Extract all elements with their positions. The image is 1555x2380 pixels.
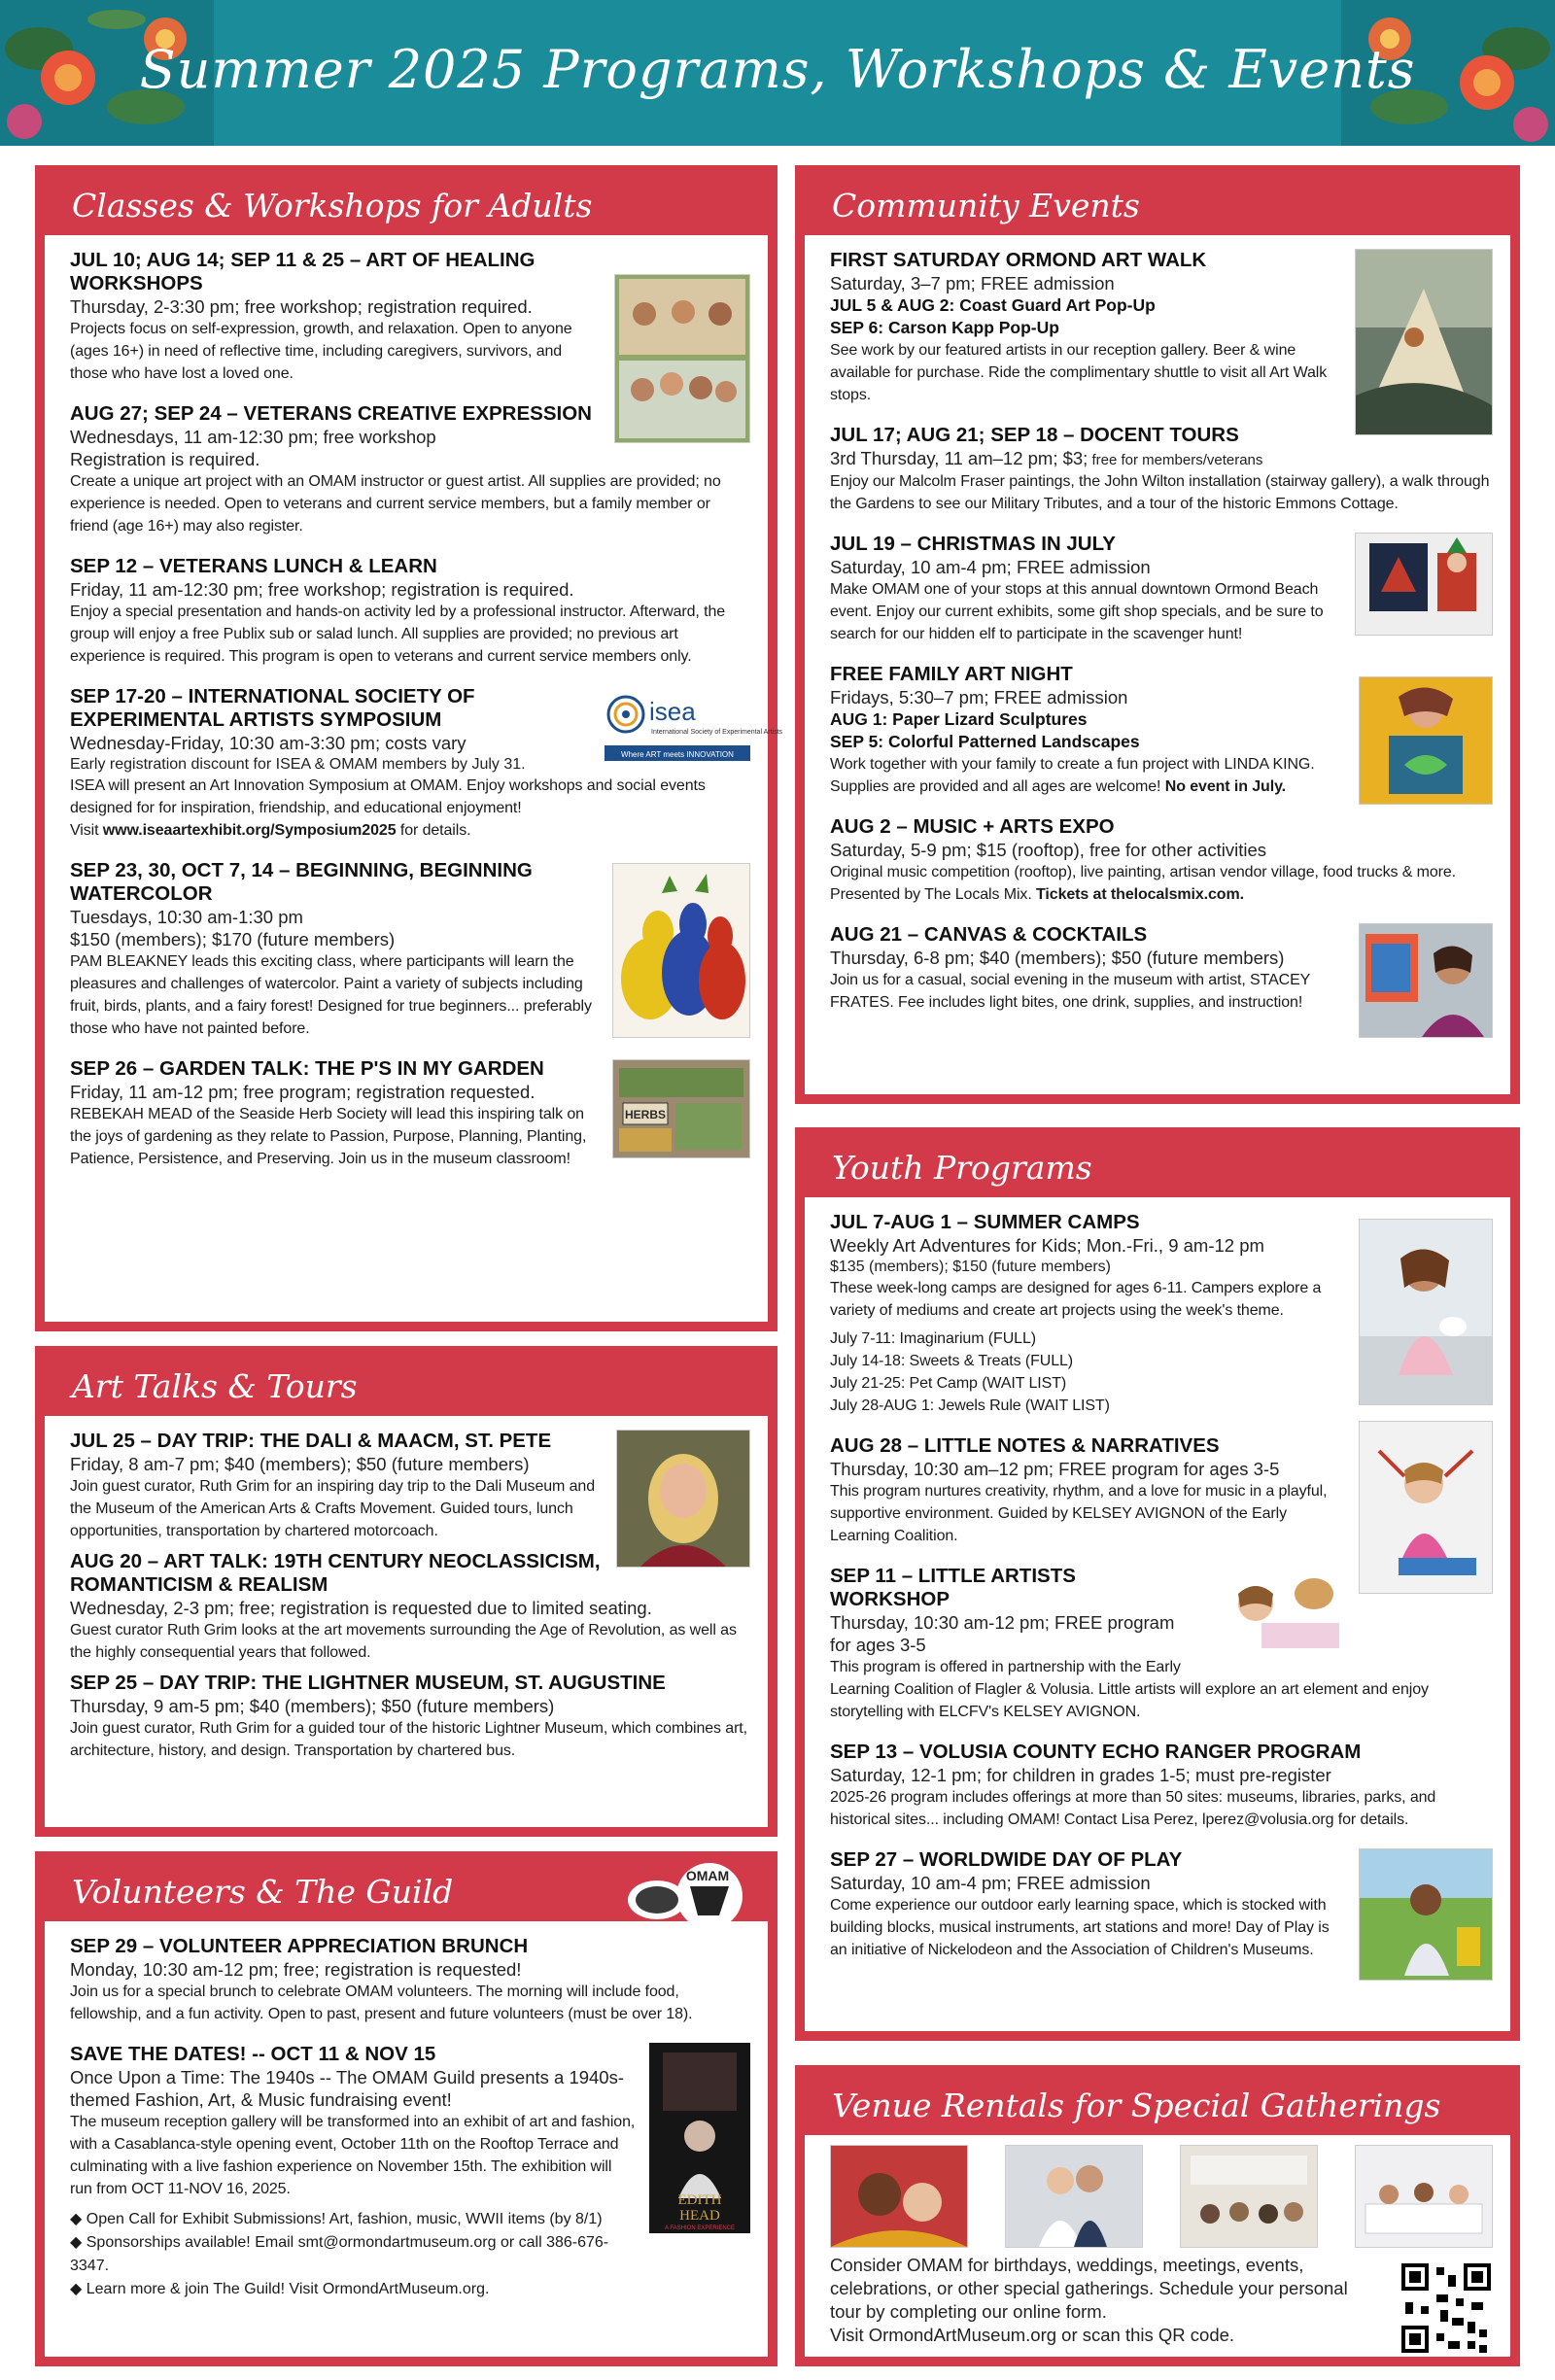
meeting-photo <box>1180 2145 1318 2248</box>
isea-logo-sub: International Society of Experimental Artists <box>651 729 783 736</box>
event-meta: Saturday, 3–7 pm; FREE admission <box>830 273 1115 293</box>
section-adult-classes <box>35 165 783 1331</box>
healing-workshop-photo <box>614 274 750 443</box>
event-echo-ranger <box>830 1741 1493 1831</box>
event-little-notes <box>830 1434 1493 1547</box>
event-description: Projects focus on self-expression, growth, and relaxation. Open to anyone (ages 16+) in need of reflective time, including caregivers, survivors, and those who have lost a loved one. <box>70 321 572 382</box>
event-description: Join us for a special brunch to celebrate OMAM volunteers. The morning will include food, fellowship, and a fun activity. Open to past, present and future volunteers (must be over 18). <box>70 1983 693 2022</box>
poster-line1: EDITH <box>677 2192 722 2208</box>
omam-logo-text: OMAM <box>685 1868 730 1883</box>
section-volunteers <box>35 1851 778 2366</box>
linda-king-photo <box>1359 676 1493 805</box>
venue-photo-row <box>830 2145 1493 2248</box>
event-title: AUG 28 – LITTLE NOTES & NARRATIVES <box>830 1434 1220 1457</box>
event-description: PAM BLEAKNEY leads this exciting class, where participants will learn the pleasures and challenges of watercolor. Paint a variety of subjects including fruit, birds, plants, and a fairy forest! Designed for true beginners... preferably those who have not painted before. <box>70 953 592 1037</box>
event-meta-secondary: $135 (members); $150 (future members) <box>830 1259 1111 1275</box>
event-title: AUG 21 – CANVAS & COCKTAILS <box>830 923 1148 946</box>
isea-logo <box>605 685 783 765</box>
event-description: The museum reception gallery will be transformed into an exhibit of art and fashion, with a Casablanca-style opening event, October 11th on the Rooftop Terrace and culminating with a live fashion experience on November 15th. The exhibition will run from OCT 11-NOV 16, 2025. <box>70 2114 636 2197</box>
section-heading: Youth Programs <box>832 1149 1092 1187</box>
herb-garden-photo <box>612 1059 750 1158</box>
isea-logo-tagline: Where ART meets INNOVATION <box>621 750 734 759</box>
section-art-talks <box>35 1346 778 1837</box>
bullet-text: Open Call for Exhibit Submissions! Art, fashion, music, WWII items (by 8/1) <box>86 2211 603 2227</box>
section-heading: Venue Rentals for Special Gatherings <box>832 2087 1441 2124</box>
bullet-item: ◆ Open Call for Exhibit Submissions! Art, fashion, music, WWII items (by 8/1) <box>70 2211 603 2227</box>
event-meta: Thursday, 10:30 am-12 pm; FREE program for ages 3-5 <box>830 1612 1175 1655</box>
event-description: REBEKAH MEAD of the Seaside Herb Society will lead this inspiring talk on the joys of gardening as they relate to Passion, Purpose, Planning, Planting, Patience, Persistence, and Preserving. Join us in the museum classroom! <box>70 1106 587 1167</box>
page-title: Summer 2025 Programs, Workshops & Events <box>139 39 1416 100</box>
poster-line2: HEAD <box>679 2208 720 2224</box>
event-meta-secondary: $150 (members); $170 (future members) <box>70 929 396 949</box>
stacey-frates-photo <box>1359 923 1493 1038</box>
event-docent-tours <box>830 424 1493 515</box>
herbs-sign-text: HERBS <box>624 1108 667 1121</box>
section-heading: Community Events <box>832 187 1140 224</box>
event-meta: Saturday, 12-1 pm; for children in grades 1-5; must pre-register <box>830 1765 1331 1785</box>
event-title: SEP 27 – WORLDWIDE DAY OF PLAY <box>830 1848 1183 1871</box>
event-title: FIRST SATURDAY ORMOND ART WALK <box>830 249 1207 271</box>
event-meta: Tuesdays, 10:30 am-1:30 pm <box>70 907 303 927</box>
event-meta: Thursday, 2-3:30 pm; free workshop; registration required. <box>70 296 533 317</box>
event-meta: Thursday, 10:30 am–12 pm; FREE program for ages 3-5 <box>830 1459 1280 1479</box>
event-title: SEP 29 – VOLUNTEER APPRECIATION BRUNCH <box>70 1935 529 1957</box>
event-description: Come experience our outdoor early learning space, which is stocked with building blocks, musical instruments, art stations and more! Day of Play is an initiative of Nickelodeon and the Association of Children's Museums. <box>830 1897 1330 1958</box>
venue-link[interactable]: Visit OrmondArtMuseum.org or scan this QR code. <box>830 2325 1235 2345</box>
event-meta: Thursday, 6-8 pm; $40 (members); $50 (future members) <box>830 948 1285 968</box>
event-description: These week-long camps are designed for ages 6-11. Campers explore a variety of mediums and create art projects using the week's theme. <box>830 1280 1322 1319</box>
qr-code-icon[interactable] <box>1398 2259 1495 2357</box>
event-title: JUL 10; AUG 14; SEP 11 & 25 – ART OF HEALING WORKSHOPS <box>70 249 536 294</box>
meta-small: free for members/veterans <box>1088 452 1263 468</box>
event-art-walk <box>830 249 1493 406</box>
xylophone-child-photo <box>1359 1421 1493 1594</box>
event-isea-symposium <box>70 685 783 842</box>
bullet-item: ◆ Learn more & join The Guild! Visit OrmondArtMuseum.org. <box>70 2281 490 2297</box>
event-title: AUG 27; SEP 24 – VETERANS CREATIVE EXPRESSION <box>70 402 592 425</box>
event-meta: Weekly Art Adventures for Kids; Mon.-Fri., 9 am-12 pm <box>830 1235 1264 1256</box>
event-christmas-in-july <box>830 533 1493 645</box>
event-title: SEP 13 – VOLUSIA COUNTY ECHO RANGER PROGRAM <box>830 1741 1362 1763</box>
venue-description: Consider OMAM for birthdays, weddings, meetings, events, celebrations, or other special gatherings. Schedule your personal tour by completing our online form. <box>830 2255 1348 2322</box>
event-meta <box>830 447 1493 470</box>
bullet-text[interactable]: Sponsorships available! Email smt@ormondartmuseum.org or call 386-676-3347. <box>70 2234 609 2274</box>
event-sub-date: SEP 6: Carson Kapp Pop-Up <box>830 318 1059 337</box>
desc-text: Original music competition (rooftop), live painting, artisan vendor village, food trucks & more. Presented by The Locals Mix. <box>830 864 1457 903</box>
event-description: See work by our featured artists in our reception gallery. Beer & wine available for purchase. Ride the complimentary shuttle to visit all Art Walk stops. <box>830 342 1328 403</box>
event-meta: Once Upon a Time: The 1940s -- The OMAM Guild presents a 1940s-themed Fashion, Art, & Music fundraising event! <box>70 2067 625 2110</box>
event-sub-date: JUL 5 & AUG 2: Coast Guard Art Pop-Up <box>830 295 1156 315</box>
header-banner <box>0 0 1555 146</box>
event-title: SAVE THE DATES! -- OCT 11 & NOV 15 <box>70 2043 436 2065</box>
event-meta-secondary: Registration is required. <box>70 449 260 469</box>
event-title: SEP 25 – DAY TRIP: THE LIGHTNER MUSEUM, ST. AUGUSTINE <box>70 1672 666 1694</box>
event-lightner-trip <box>70 1672 750 1762</box>
meta-main: 3rd Thursday, 11 am–12 pm; $3; <box>830 448 1088 468</box>
event-description: This program is offered in partnership with the Early Learning Coalition of Flagler & Volusia. Little artists will explore an art element and enjoy storytelling with ELCFV's KELSEY AVIGNON. <box>830 1659 1429 1720</box>
event-title: JUL 25 – DAY TRIP: THE DALI & MAACM, ST. PETE <box>70 1430 552 1452</box>
christmas-elf-photo <box>1355 533 1493 636</box>
event-title: SEP 23, 30, OCT 7, 14 – BEGINNING, BEGINNING WATERCOLOR <box>70 859 533 905</box>
event-title: JUL 7-AUG 1 – SUMMER CAMPS <box>830 1211 1140 1233</box>
event-meta: Wednesday, 2-3 pm; free; registration is requested due to limited seating. <box>70 1598 652 1618</box>
event-meta: Wednesdays, 11 am-12:30 pm; free workshop <box>70 427 436 447</box>
link-prefix: Visit <box>70 822 103 839</box>
edith-head-poster <box>649 2043 750 2233</box>
event-title: FREE FAMILY ART NIGHT <box>830 663 1073 685</box>
event-meta: Thursday, 9 am-5 pm; $40 (members); $50 (future members) <box>70 1696 555 1716</box>
camp-item: July 14-18: Sweets & Treats (FULL) <box>830 1353 1074 1369</box>
event-meta: Friday, 11 am-12:30 pm; free workshop; registration is required. <box>70 579 574 600</box>
link-suffix: for details. <box>396 822 471 839</box>
event-link-line <box>70 819 750 842</box>
camp-item: July 21-25: Pet Camp (WAIT LIST) <box>830 1375 1067 1392</box>
event-description: Join guest curator, Ruth Grim for a guided tour of the historic Lightner Museum, which combines art, architecture, history, and design. Transportation by chartered bus. <box>70 1720 748 1759</box>
event-watercolor <box>70 859 750 1040</box>
event-day-of-play <box>830 1848 1493 1961</box>
event-music-arts-expo <box>830 815 1493 906</box>
event-title: JUL 19 – CHRISTMAS IN JULY <box>830 533 1116 555</box>
wedding-photo <box>1005 2145 1143 2248</box>
event-sub-date: AUG 1: Paper Lizard Sculptures <box>830 709 1088 729</box>
camp-item: July 7-11: Imaginarium (FULL) <box>830 1330 1036 1347</box>
ruth-grim-photo <box>616 1430 750 1568</box>
event-description: This program nurtures creativity, rhythm, and a love for music in a playful, supportive environment. Guided by KELSEY AVIGNON of the Early Learning Coalition. <box>830 1483 1328 1544</box>
bullet-text[interactable]: Learn more & join The Guild! Visit OrmondArtMuseum.org. <box>86 2281 490 2297</box>
event-canvas-cocktails <box>830 923 1493 1014</box>
poster-line3: A FASHION EXPERIENCE <box>664 2225 736 2231</box>
isea-link[interactable]: www.iseaartexhibit.org/Symposium2025 <box>102 822 397 839</box>
event-description <box>830 861 1493 906</box>
section-heading: Art Talks & Tours <box>72 1367 358 1405</box>
event-title: SEP 12 – VETERANS LUNCH & LEARN <box>70 555 437 577</box>
event-description: ISEA will present an Art Innovation Symposium at OMAM. Enjoy workshops and social events designed for for inspiration, friendship, and educational enjoyment! <box>70 777 706 816</box>
event-description: Make OMAM one of your stops at this annual downtown Ormond Beach event. Enjoy our current exhibits, some gift shop specials, and be sure to search for our hidden elf to participate in the scavenger hunt! <box>830 581 1324 642</box>
event-veterans-lunch <box>70 555 750 668</box>
section-heading: Volunteers & The Guild <box>72 1873 454 1911</box>
event-family-art-night <box>830 663 1493 798</box>
event-description: Guest curator Ruth Grim looks at the art movements surrounding the Age of Revolution, as well as the highly consequential years that followed. <box>70 1622 737 1661</box>
child-drawing-photo <box>1213 1565 1345 1658</box>
event-title: SEP 11 – LITTLE ARTISTS WORKSHOP <box>830 1565 1076 1610</box>
camp-item: July 28-AUG 1: Jewels Rule (WAIT LIST) <box>830 1397 1110 1414</box>
section-venue-rentals <box>795 2065 1520 2366</box>
birthday-photo <box>830 2145 968 2248</box>
event-title: AUG 20 – ART TALK: 19TH CENTURY NEOCLASSICISM, ROMANTICISM & REALISM <box>70 1550 601 1596</box>
omam-turtle-logo <box>612 1857 748 1939</box>
event-meta: Fridays, 5:30–7 pm; FREE admission <box>830 687 1128 707</box>
venue-text-block <box>830 2254 1493 2347</box>
bullet-item: ◆ Sponsorships available! Email smt@ormondartmuseum.org or call 386-676-3347. <box>70 2234 609 2274</box>
pears-watercolor-image <box>612 863 750 1038</box>
day-of-play-photo <box>1359 1848 1493 1981</box>
section-heading: Classes & Workshops for Adults <box>72 187 593 224</box>
event-description: Enjoy our Malcolm Fraser paintings, the John Wilton installation (stairway gallery), a walk through the Gardens to see our Military Tributes, and a tour of the historic Emmons Cottage. <box>830 473 1490 512</box>
event-title: SEP 26 – GARDEN TALK: THE P'S IN MY GARDEN <box>70 1057 544 1080</box>
event-sub-date: SEP 5: Colorful Patterned Landscapes <box>830 732 1140 751</box>
isea-logo-name: isea <box>649 697 696 726</box>
desc-text: Work together with your family to create a fun project with LINDA KING. Supplies are provided and all ages are welcome! <box>830 756 1315 795</box>
event-title: AUG 2 – MUSIC + ARTS EXPO <box>830 815 1115 838</box>
event-meta: Saturday, 10 am-4 pm; FREE admission <box>830 557 1151 577</box>
event-description: Join guest curator, Ruth Grim for an inspiring day trip to the Dali Museum and the Museum of the American Arts & Crafts Movement. Guided tours, lunch opportunities, transportation by chartered motorcoach. <box>70 1478 596 1539</box>
tickets-link[interactable]: Tickets at thelocalsmix.com. <box>1036 886 1244 903</box>
section-community-events <box>795 165 1520 1104</box>
event-art-of-healing <box>70 249 750 385</box>
event-meta: Saturday, 10 am-4 pm; FREE admission <box>830 1873 1151 1893</box>
event-meta: Friday, 8 am-7 pm; $40 (members); $50 (future members) <box>70 1454 530 1474</box>
coast-guard-painting <box>1355 249 1493 435</box>
event-title: SEP 17-20 – INTERNATIONAL SOCIETY OF EXPERIMENTAL ARTISTS SYMPOSIUM <box>70 685 475 731</box>
section-youth-programs <box>795 1127 1520 2041</box>
event-meta: Monday, 10:30 am-12 pm; free; registration is requested! <box>70 1959 522 1980</box>
event-gathering-photo <box>1355 2145 1493 2248</box>
event-description: Join us for a casual, social evening in the museum with artist, STACEY FRATES. Fee includes light bites, one drink, supplies, and instruction! <box>830 972 1310 1011</box>
event-title: JUL 17; AUG 21; SEP 18 – DOCENT TOURS <box>830 424 1239 446</box>
desc-bold: No event in July. <box>1164 778 1287 795</box>
event-dali-trip <box>70 1430 750 1542</box>
event-meta: Friday, 11 am-12 pm; free program; registration requested. <box>70 1082 536 1102</box>
event-garden-talk <box>70 1057 750 1170</box>
event-description: Create a unique art project with an OMAM instructor or guest artist. All supplies are provided; no experience is needed. Open to veterans and current service members, but a family member or friend (age 16+) may also register. <box>70 473 721 535</box>
event-meta-secondary: Early registration discount for ISEA & OMAM members by July 31. <box>70 756 526 773</box>
event-summer-camps <box>830 1211 1493 1417</box>
event-volunteer-brunch <box>70 1935 750 2025</box>
event-description: 2025-26 program includes offerings at more than 50 sites: museums, libraries, parks, and historical sites... including OMAM! Contact Lisa Perez, lperez@volusia.org for details. <box>830 1789 1436 1828</box>
event-meta: Wednesday-Friday, 10:30 am-3:30 pm; costs vary <box>70 733 466 753</box>
summer-camp-photo <box>1359 1219 1493 1405</box>
event-meta: Saturday, 5-9 pm; $15 (rooftop), free for other activities <box>830 840 1267 860</box>
event-description: Enjoy a special presentation and hands-on activity led by a professional instructor. Afterward, the group will enjoy a free Publix sub or salad lunch. All supplies are provided; no previous art experience is required. This program is open to veterans and current service members only. <box>70 604 726 665</box>
